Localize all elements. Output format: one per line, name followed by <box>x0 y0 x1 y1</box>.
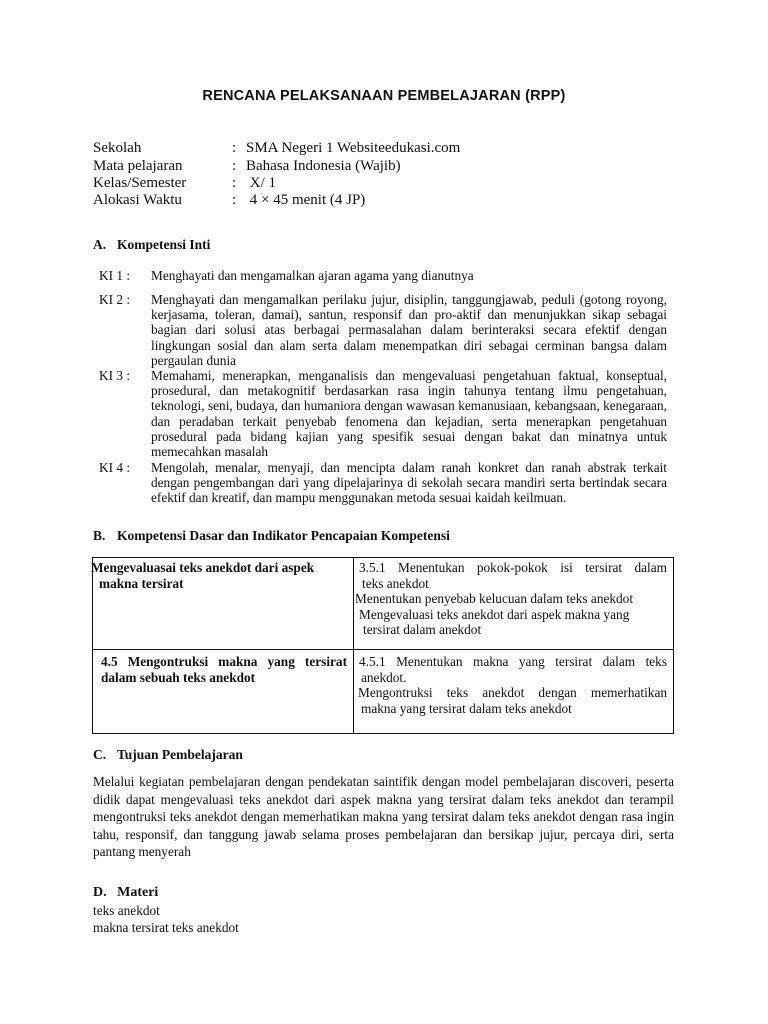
info-label: Mata pelajaran <box>93 158 183 174</box>
info-label: Kelas/Semester <box>93 175 187 191</box>
ki-code: KI 3 : <box>99 368 131 383</box>
indicator-line: Mengevaluasi teks anekdot dari aspek makna yang <box>359 606 630 622</box>
section-title: Tujuan Pembelajaran <box>117 747 243 762</box>
kd-line: 4.5 Mengontruksi makna yang tersirat <box>101 654 347 669</box>
ki-text: Menghayati dan mengamalkan ajaran agama yang dianutnya <box>151 268 474 283</box>
ki-code: KI 4 : <box>99 460 131 475</box>
indicator-line: 3.5.1 Menentukan pokok-pokok isi tersirat dalam <box>359 560 667 575</box>
ki-text: Mengolah, menalar, menyaji, dan mencipta dalam ranah konkret dan ranah abstrak terkait dengan pengembangan dari yang dipelajarinya di sekolah secara mandiri serta bertindak secara efektif dan kreatif, dan mampu menggunakan metoda sesuai kaidah keilmuan. <box>151 460 667 506</box>
ki-code: KI 2 : <box>99 292 131 307</box>
section-number: A. <box>93 237 107 252</box>
info-row-sekolah <box>0 139 768 158</box>
info-separator: : <box>232 140 237 156</box>
section-number: D. <box>93 885 107 900</box>
kd-indicator-table <box>92 557 674 734</box>
kd-cell <box>93 650 354 734</box>
info-value: 4 × 45 menit (4 JP) <box>246 192 366 208</box>
document-title: RENCANA PELAKSANAAN PEMBELAJARAN (RPP) <box>202 88 566 104</box>
section-title: Kompetensi Dasar dan Indikator Pencapaian Kompetensi <box>117 528 450 543</box>
materi-item: teks anekdot <box>93 903 160 918</box>
kd-line: dalam sebuah teks anekdot <box>101 669 256 685</box>
indicator-line: Menentukan penyebab kelucuan dalam teks anekdot <box>355 591 634 606</box>
info-separator: : <box>232 175 237 191</box>
indicator-line: tersirat dalam anekdot <box>363 622 482 637</box>
indicator-line: Mengontruksi teks anekdot dengan memerhatikan <box>358 685 667 700</box>
section-d-heading <box>93 885 158 901</box>
section-title: Kompetensi Inti <box>117 237 211 252</box>
indicator-cell <box>354 650 674 734</box>
ki-text: Memahami, menerapkan, menganalisis dan mengevaluasi pengetahuan faktual, konseptual, prosedural, dan metakognitif berdasarkan rasa ingin tahunya tentang ilmu pengetahuan, teknologi, seni, budaya, dan humaniora dengan wawasan kemanusiaan, kebangsaan, kenegaraan, dan peradaban terkait penyebab fenomena dan kejadian, serta menerapkan pengetahuan prosedural pada bidang kajian yang spesifik sesuai dengan bakat dan minatnya untuk memecahkan masalah <box>151 368 667 460</box>
section-c-heading <box>0 747 768 765</box>
info-value: SMA Negeri 1 Websiteedukasi.com <box>246 140 461 156</box>
indicator-line: anekdot. <box>361 669 407 685</box>
ki-code: KI 1 : <box>99 268 131 283</box>
section-b-heading <box>0 528 768 546</box>
table-row <box>93 650 674 734</box>
kd-line: Mengevaluasai teks anekdot dari aspek <box>91 560 315 575</box>
info-label: Sekolah <box>93 140 142 156</box>
indicator-line: teks anekdot <box>362 575 429 591</box>
indicator-line: 4.5.1 Menentukan makna yang tersirat dalam teks <box>359 654 667 669</box>
tujuan-text: Melalui kegiatan pembelajaran dengan pendekatan saintifik dengan model pembelajaran discoveri, peserta didik dapat mengevaluasi teks anekdot dari aspek makna yang tersirat dalam teks anekdot dan terampil mengontruksi teks anekdot dengan memerhatikan makna yang tersirat dalam teks anekdot dengan rasa ingin tahu, responsif, dan tanggung jawab selama proses pembelajaran dan bersikap jujur, percaya diri, serta pantang menyerah <box>93 774 674 859</box>
indicator-line: makna yang tersirat dalam teks anekdot <box>361 700 572 716</box>
section-title: Materi <box>117 885 159 900</box>
info-separator: : <box>232 192 237 208</box>
table-row <box>93 558 674 650</box>
section-a-heading <box>0 237 768 255</box>
indicator-cell <box>354 558 674 650</box>
materi-item: makna tersirat teks anekdot <box>93 920 239 935</box>
info-row-alokasi <box>0 191 768 210</box>
kd-line: makna tersirat <box>99 575 184 591</box>
ki-text: Menghayati dan mengamalkan perilaku jujur, disiplin, tanggungjawab, peduli (gotong royong, kerjasama, toleran, damai), santun, responsif dan pro-aktif dan menunjukkan sikap sebagai bagian dari solusi atas berbagai permasalahan dalam berinteraksi secara efektif dengan lingkungan sosial dan alam serta dalam menempatkan diri sebagai cerminan bangsa dalam pergaulan dunia <box>151 292 667 368</box>
info-separator: : <box>232 158 237 174</box>
section-number: C. <box>93 747 107 762</box>
kd-cell <box>93 558 354 650</box>
info-value: X/ 1 <box>246 175 276 191</box>
info-value: Bahasa Indonesia (Wajib) <box>246 158 401 174</box>
tujuan-paragraph <box>93 773 674 861</box>
section-number: B. <box>93 528 106 543</box>
info-label: Alokasi Waktu <box>93 192 182 208</box>
